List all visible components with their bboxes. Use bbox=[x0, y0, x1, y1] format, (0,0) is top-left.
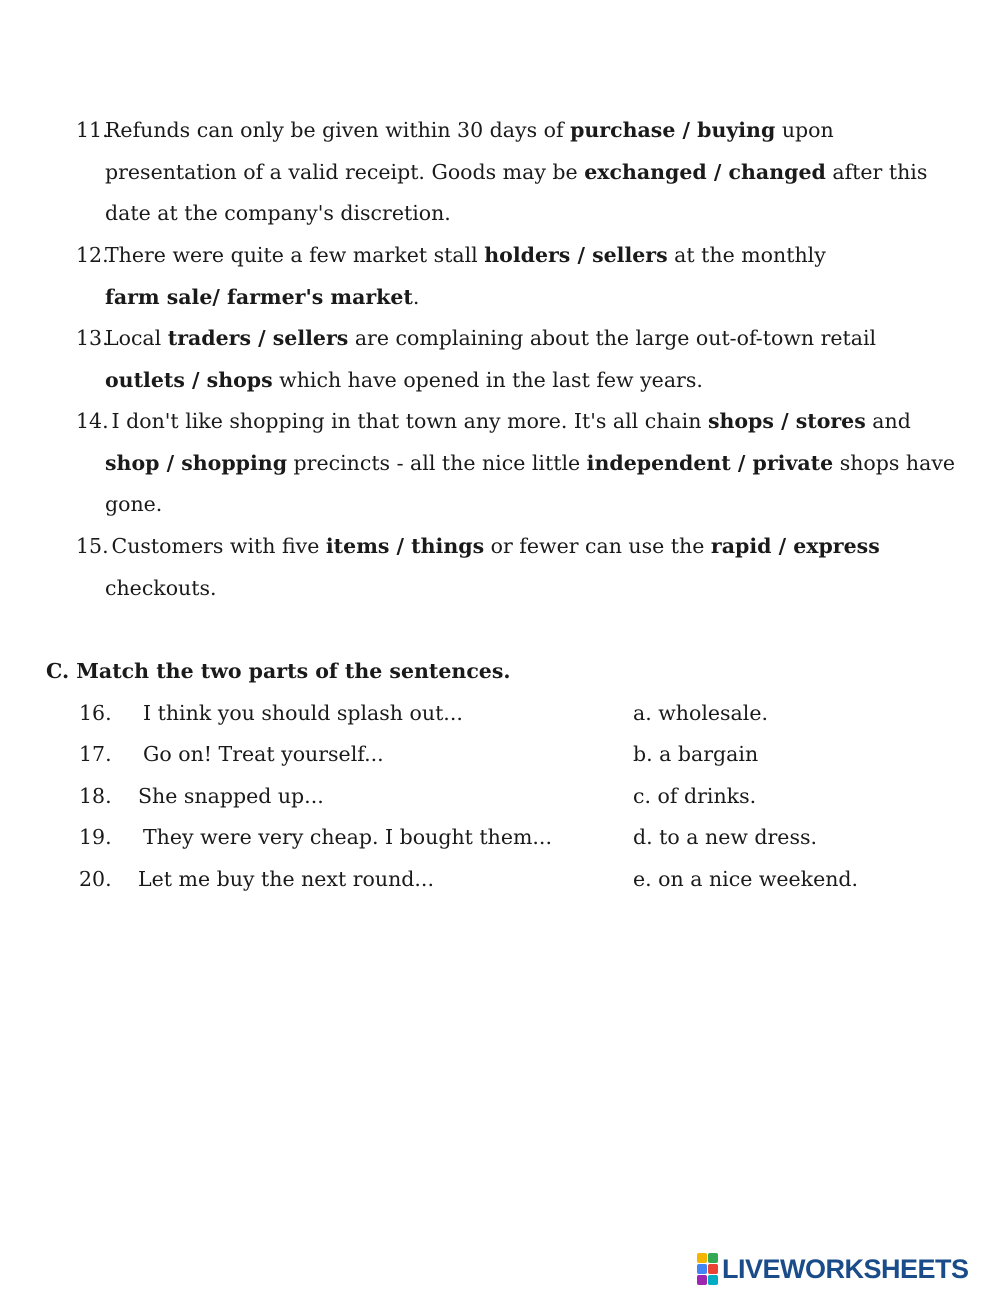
exercise-item-15 bbox=[76, 526, 966, 609]
exercise-item-13 bbox=[76, 318, 966, 401]
item-line bbox=[76, 235, 966, 277]
word-choice[interactable]: purchase / buying bbox=[570, 118, 776, 142]
match-number: 16. bbox=[79, 701, 112, 725]
exercise-item-12 bbox=[76, 235, 966, 318]
item-line bbox=[76, 443, 966, 485]
match-number: 19. bbox=[79, 825, 112, 849]
item-line bbox=[76, 568, 966, 610]
item-line bbox=[76, 360, 966, 402]
word-choice[interactable]: independent / private bbox=[586, 450, 834, 475]
word-choice[interactable]: traders / sellers bbox=[167, 326, 349, 350]
match-number: 18. bbox=[79, 784, 112, 808]
logo-tile bbox=[708, 1253, 718, 1263]
item-text: gone. bbox=[105, 492, 163, 516]
item-line bbox=[76, 193, 966, 235]
word-choice[interactable]: outlets / shops bbox=[105, 367, 273, 392]
item-number: 12. bbox=[76, 243, 109, 267]
item-line bbox=[76, 526, 966, 568]
item-text: Refunds can only be given within 30 days of bbox=[105, 118, 571, 142]
item-text: and bbox=[865, 409, 911, 433]
item-text: at the monthly bbox=[667, 243, 826, 267]
item-text: Local bbox=[105, 326, 168, 350]
item-text: Customers with five bbox=[105, 534, 326, 558]
exercise-item-14 bbox=[76, 401, 966, 526]
word-choice[interactable]: farm sale/ farmer's market bbox=[105, 284, 413, 309]
item-text: upon bbox=[775, 118, 834, 142]
item-text: are complaining about the large out-of-town retail bbox=[348, 326, 877, 350]
logo-tile bbox=[697, 1264, 707, 1274]
match-sentence-end[interactable]: e. on a nice weekend. bbox=[633, 867, 859, 891]
match-sentence-start[interactable]: Let me buy the next round... bbox=[138, 867, 434, 891]
item-number: 14. bbox=[76, 409, 109, 433]
match-sentence-end[interactable]: c. of drinks. bbox=[633, 784, 757, 808]
item-line bbox=[76, 318, 966, 360]
match-number: 20. bbox=[79, 867, 112, 891]
word-choice[interactable]: exchanged / changed bbox=[584, 159, 826, 184]
item-line bbox=[76, 484, 966, 526]
match-sentence-start[interactable]: They were very cheap. I bought them... bbox=[143, 825, 552, 849]
match-sentence-end[interactable]: a. wholesale. bbox=[633, 701, 768, 725]
logo-text: LIVEWORKSHEETS bbox=[722, 1253, 969, 1284]
item-text: checkouts. bbox=[105, 575, 217, 600]
logo-tile bbox=[697, 1275, 707, 1285]
item-text: presentation of a valid receipt. Goods may be bbox=[105, 159, 585, 184]
word-choice[interactable]: rapid / express bbox=[710, 534, 880, 558]
item-number: 13. bbox=[76, 326, 109, 350]
word-choice[interactable]: items / things bbox=[325, 534, 485, 558]
match-number: 17. bbox=[79, 742, 112, 766]
section-c-heading: C. Match the two parts of the sentences. bbox=[46, 659, 511, 683]
item-text: after this bbox=[825, 159, 928, 184]
liveworksheets-logo-icon bbox=[697, 1253, 718, 1285]
match-sentence-end[interactable]: d. to a new dress. bbox=[633, 825, 817, 849]
match-sentence-start[interactable]: She snapped up... bbox=[138, 784, 324, 808]
exercise-item-11 bbox=[76, 110, 966, 235]
liveworksheets-logo[interactable] bbox=[697, 1253, 969, 1285]
item-number: 11. bbox=[76, 118, 109, 142]
item-line bbox=[76, 152, 966, 194]
item-number: 15. bbox=[76, 534, 109, 558]
item-text: which have opened in the last few years. bbox=[272, 367, 703, 392]
item-text: shops have bbox=[833, 450, 956, 475]
match-sentence-end[interactable]: b. a bargain bbox=[633, 742, 759, 766]
item-text: precincts - all the nice little bbox=[287, 450, 587, 475]
item-line bbox=[76, 110, 966, 152]
item-text: I don't like shopping in that town any more. It's all chain bbox=[105, 409, 708, 433]
logo-tile bbox=[708, 1264, 718, 1274]
item-line bbox=[76, 401, 966, 443]
item-text: . bbox=[412, 284, 420, 309]
logo-tile bbox=[697, 1253, 707, 1263]
word-choice[interactable]: shops / stores bbox=[707, 409, 866, 433]
word-choice[interactable]: holders / sellers bbox=[484, 243, 668, 267]
word-choice[interactable]: shop / shopping bbox=[105, 450, 288, 475]
item-line bbox=[76, 277, 966, 319]
logo-tile bbox=[708, 1275, 718, 1285]
item-text: or fewer can use the bbox=[484, 534, 711, 558]
item-text: date at the company's discretion. bbox=[105, 201, 451, 225]
match-sentence-start[interactable]: Go on! Treat yourself... bbox=[143, 742, 384, 766]
match-sentence-start[interactable]: I think you should splash out... bbox=[143, 701, 463, 725]
item-text: There were quite a few market stall bbox=[105, 243, 485, 267]
